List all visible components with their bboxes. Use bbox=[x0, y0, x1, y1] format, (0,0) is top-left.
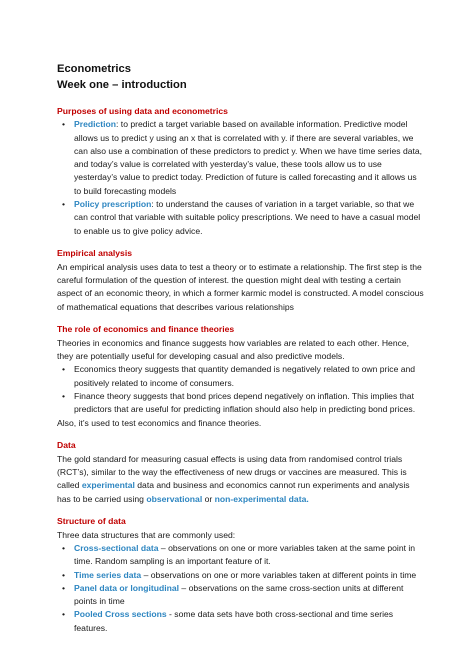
heading-data: Data bbox=[57, 440, 76, 451]
term-observational: observational bbox=[146, 493, 203, 504]
data-text-3: or bbox=[202, 493, 215, 504]
term-cross-sectional: Cross-sectional data bbox=[74, 542, 159, 553]
document-subtitle: Week one – introduction bbox=[57, 78, 187, 91]
policy-text: : to understand the causes of variation in a target variable, so that we can control that variable with suitable policy prescriptions. We need to have a casual model to enable us to give policy advice. bbox=[74, 199, 421, 236]
term-policy-prescription: Policy prescription bbox=[74, 199, 152, 210]
heading-empirical: Empirical analysis bbox=[57, 248, 132, 259]
structure-list bbox=[57, 542, 424, 635]
term-experimental: experimental bbox=[81, 480, 135, 491]
list-item bbox=[57, 582, 424, 609]
empirical-paragraph: An empirical analysis uses data to test a theory or to estimate a relationship. The first step is the careful formulation of the question of interest. the question might deal with testing a certain aspect of an economic theory, in which a former karmic model is constructed. A model conscious of mathematical equations that describes various relationships bbox=[57, 261, 424, 312]
purposes-list bbox=[57, 118, 424, 238]
list-item bbox=[57, 542, 424, 569]
list-item bbox=[57, 569, 424, 582]
pooled-text: - some data sets have both cross-sectional and time series features. bbox=[74, 609, 394, 633]
list-item bbox=[57, 118, 424, 198]
data-paragraph bbox=[57, 453, 424, 506]
heading-role: The role of economics and finance theories bbox=[57, 324, 235, 335]
cross-sectional-text: – observations on one or more variables taken at the same point in time. Random sampling is an important feature of it. bbox=[74, 542, 416, 567]
heading-structure: Structure of data bbox=[57, 516, 126, 527]
data-text-1: The gold standard for measuring casual effects is using data from randomised control trials (RCT’s), similar to the way the effectiveness of new drugs or vaccines are measured. This is called bbox=[57, 453, 407, 491]
term-time-series: Time series data bbox=[74, 569, 142, 580]
data-text-2: data and business and economics cannot run experiments and analysis has to be carried using bbox=[57, 480, 410, 504]
prediction-text: : to predict a target variable based on available information. Predictive model allows us to predict y using an x that is correlated with y. if there are several variables, we can also use a combination of these predictors to predict y. When we have time series data, and today’s value is correlated with yesterday’s value, these tools allow us to use yesterday’s value to predict today. Prediction of future is called forecasting and it allows us to build forecasting models bbox=[74, 119, 423, 196]
list-item bbox=[57, 608, 424, 635]
list-item: • Economics theory suggests that quantity demanded is negatively related to own price and positively related to income of consumers. bbox=[57, 363, 424, 390]
time-series-text: – observations on one or more variables taken at different points in time bbox=[141, 569, 417, 580]
role-list bbox=[57, 363, 424, 416]
list-item bbox=[57, 198, 424, 238]
role-after: Also, it’s used to test economics and finance theories. bbox=[57, 417, 262, 428]
term-non-experimental: non-experimental data. bbox=[214, 493, 309, 504]
document-title: Econometrics bbox=[57, 63, 131, 75]
list-item: • Finance theory suggests that bond prices depend negatively on inflation. This implies that predictors that are useful for predicting inflation should also help in predicting bond prices. bbox=[57, 390, 424, 417]
role-paragraph: Theories in economics and finance suggests how variables are related to each other. Hence, they are potentially useful for developing casual and also predictive models. bbox=[57, 337, 410, 362]
structure-intro: Three data structures that are commonly used: bbox=[57, 529, 236, 540]
panel-data-text: – observations on the same cross-section units at different points in time bbox=[74, 582, 404, 607]
term-pooled-cross-sections: Pooled Cross sections bbox=[74, 609, 167, 620]
heading-purposes: Purposes of using data and econometrics bbox=[57, 106, 228, 116]
term-panel-data: Panel data or longitudinal bbox=[74, 582, 180, 593]
term-prediction: Prediction bbox=[74, 119, 117, 130]
